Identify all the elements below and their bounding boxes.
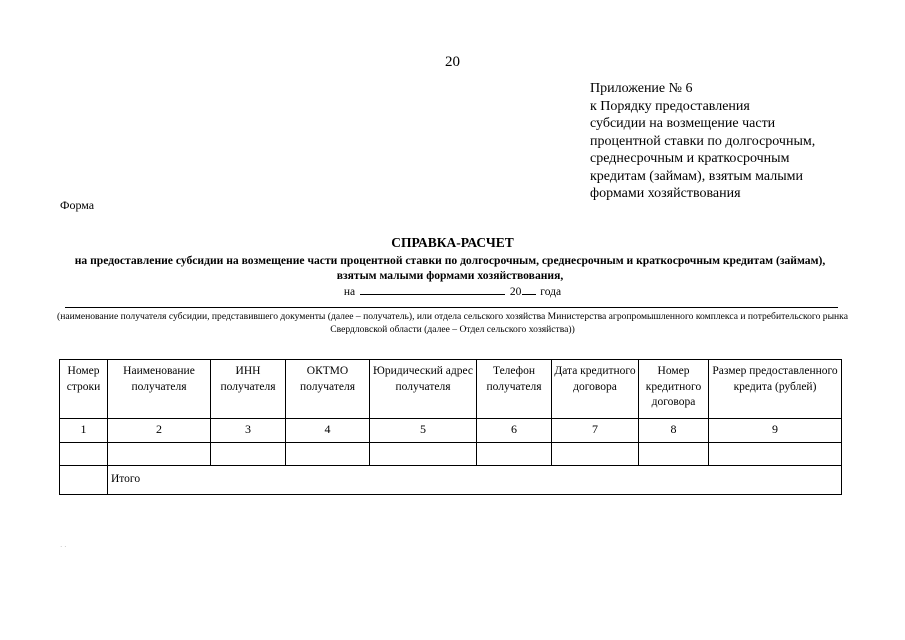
- total-row-number-cell[interactable]: [60, 466, 108, 495]
- table-cell[interactable]: [60, 443, 108, 466]
- calculation-table: [59, 359, 842, 495]
- table-cell[interactable]: [477, 443, 552, 466]
- page-number: 20: [445, 54, 460, 70]
- column-number: 6: [477, 419, 552, 443]
- appendix-line: кредитам (займам), взятым малыми: [590, 168, 804, 184]
- column-number: 7: [552, 419, 639, 443]
- header-cell: Телефон получателя: [477, 360, 552, 419]
- total-label: Итого: [108, 466, 842, 495]
- total-row: [60, 466, 842, 495]
- table-cell[interactable]: [709, 443, 842, 466]
- column-number: 1: [60, 419, 108, 443]
- header-cell: ОКТМО получателя: [286, 360, 370, 419]
- header-cell: Номер строки: [60, 360, 108, 419]
- year-blank[interactable]: [522, 283, 536, 295]
- column-number-row: [60, 419, 842, 443]
- table-cell[interactable]: [370, 443, 477, 466]
- column-number: 4: [286, 419, 370, 443]
- scan-artifact: · ·: [60, 543, 67, 551]
- date-prefix: на: [343, 286, 356, 298]
- table-cell[interactable]: [211, 443, 286, 466]
- column-number: 8: [639, 419, 709, 443]
- appendix-line: среднесрочным и краткосрочным: [590, 151, 790, 166]
- recipient-caption: (наименование получателя субсидии, представившего документы (далее – получатель), или отдела сельского хозяйства Министерства агропромышленного комплекса и потребительского рынка Свердловской области (далее – Отдел сельского хозяйства)): [57, 311, 848, 335]
- header-cell: Номер кредитного договора: [639, 360, 709, 419]
- document-subtitle: на предоставление субсидии на возмещение части процентной ставки по долгосрочным, среднесрочным и краткосрочным кредитам (займам), взятым малыми формами хозяйствования,: [74, 254, 826, 282]
- date-blank[interactable]: [360, 283, 505, 295]
- column-number: 9: [709, 419, 842, 443]
- recipient-name-line[interactable]: [65, 307, 838, 308]
- header-cell: Наименование получателя: [108, 360, 211, 419]
- document-title: СПРАВКА-РАСЧЕТ: [391, 235, 514, 250]
- form-label: Форма: [60, 198, 95, 212]
- appendix-line: к Порядку предоставления: [590, 98, 750, 114]
- appendix-line: субсидии на возмещение части: [590, 116, 776, 131]
- appendix-note: [590, 80, 890, 203]
- header-cell: Дата кредитного договора: [552, 360, 639, 419]
- appendix-line: Приложение № 6: [590, 81, 693, 96]
- date-line: [0, 283, 905, 298]
- date-century: 20: [509, 286, 522, 298]
- column-number: 3: [211, 419, 286, 443]
- table-cell[interactable]: [286, 443, 370, 466]
- table-row: [60, 443, 842, 466]
- header-cell: Юридический адрес получателя: [370, 360, 477, 419]
- table-cell[interactable]: [108, 443, 211, 466]
- date-suffix: года: [540, 286, 562, 298]
- header-cell: Размер предоставленного кредита (рублей): [709, 360, 842, 419]
- header-cell: ИНН получателя: [211, 360, 286, 419]
- appendix-line: формами хозяйствования: [590, 186, 741, 201]
- appendix-line: процентной ставки по долгосрочным,: [590, 133, 816, 149]
- table-header-row: [60, 360, 842, 419]
- column-number: 2: [108, 419, 211, 443]
- column-number: 5: [370, 419, 477, 443]
- table-cell[interactable]: [552, 443, 639, 466]
- table-cell[interactable]: [639, 443, 709, 466]
